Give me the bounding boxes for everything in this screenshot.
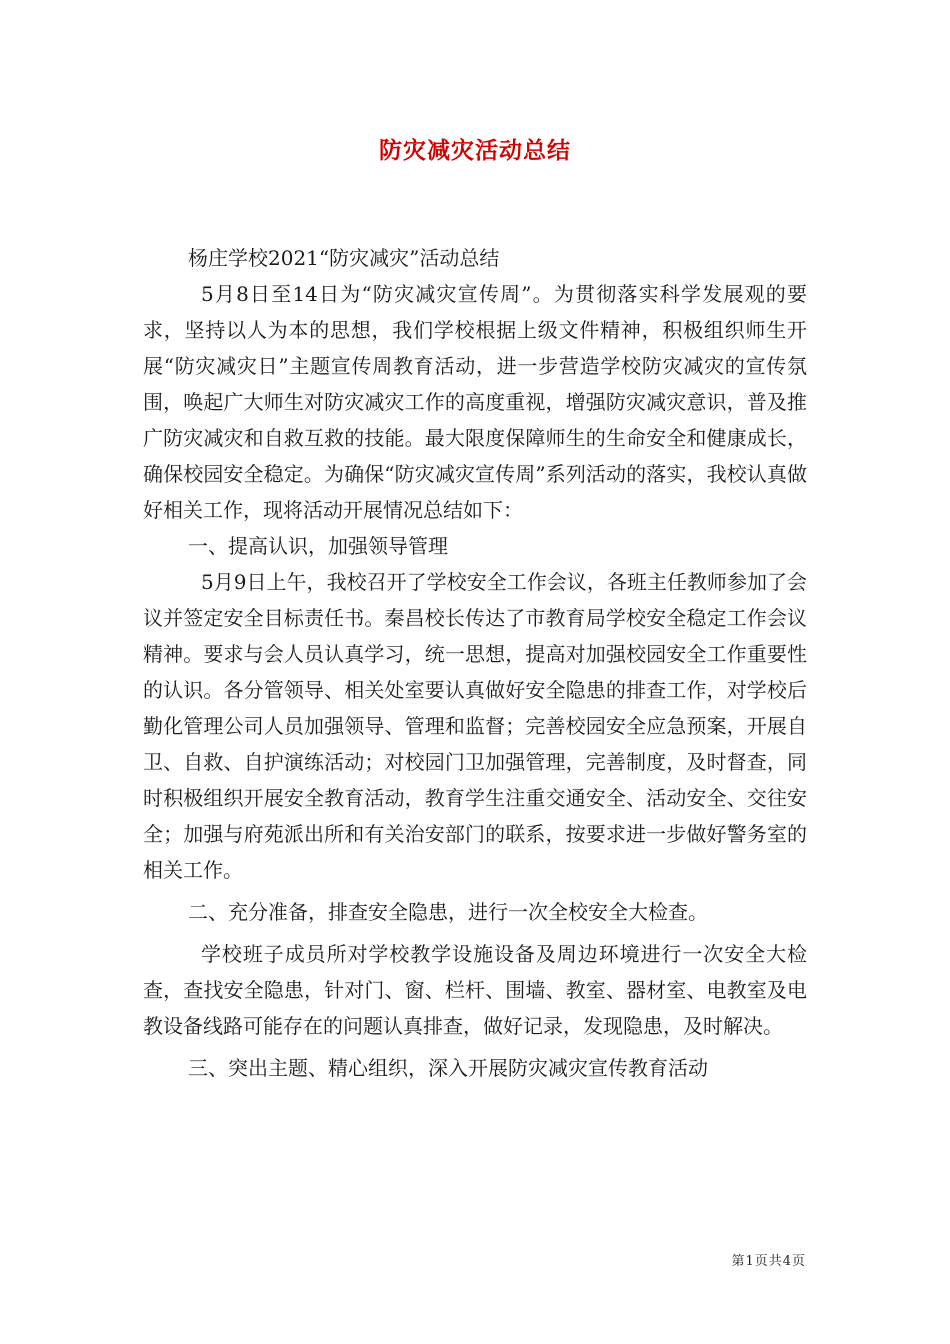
- document-subtitle: 杨庄学校2021“防灾减灾”活动总结: [188, 246, 500, 270]
- paragraph-section-2: 学校班子成员所对学校教学设施设备及周边环境进行一次安全大检查，查找安全隐患，针对门、窗、栏杆、围墙、教室、器材室、电教室及电教设备线路可能存在的问题认真排查，做好记录，发现隐患，及时解决。: [143, 942, 807, 1038]
- paragraph-intro: 5月8日至14日为“防灾减灾宣传周”。为贯彻落实科学发展观的要求，坚持以人为本的思想，我们学校根据上级文件精神，积极组织师生开展“防灾减灾日”主题宣传周教育活动，进一步营造学校防灾减灾的宣传氛围，唤起广大师生对防灾减灾工作的高度重视，增强防灾减灾意识，普及推广防灾减灾和自救互救的技能。最大限度保障师生的生命安全和健康成长，确保校园安全稳定。为确保“防灾减灾宣传周”系列活动的落实，我校认真做好相关工作，现将活动开展情况总结如下：: [143, 282, 807, 522]
- section-heading-1: 一、提高认识，加强领导管理: [188, 534, 448, 558]
- page-indicator: 第1页共4页: [731, 1254, 806, 1269]
- paragraph-section-1: 5月9日上午，我校召开了学校安全工作会议，各班主任教师参加了会议并签定安全目标责任书。秦昌校长传达了市教育局学校安全稳定工作会议精神。要求与会人员认真学习，统一思想，提高对加强校园安全工作重要性的认识。各分管领导、相关处室要认真做好安全隐患的排查工作，对学校后勤化管理公司人员加强领导、管理和监督；完善校园安全应急预案，开展自卫、自救、自护演练活动；对校园门卫加强管理，完善制度，及时督查，同时积极组织开展安全教育活动，教育学生注重交通安全、活动安全、交往安全；加强与府苑派出所和有关治安部门的联系，按要求进一步做好警务室的相关工作。: [143, 570, 807, 882]
- document-title: 防灾减灾活动总结: [379, 137, 571, 164]
- section-heading-3: 三、突出主题、精心组织，深入开展防灾减灾宣传教育活动: [188, 1056, 708, 1080]
- section-heading-2: 二、充分准备，排查安全隐患，进行一次全校安全大检查。: [188, 900, 708, 924]
- document-body: [143, 240, 807, 1086]
